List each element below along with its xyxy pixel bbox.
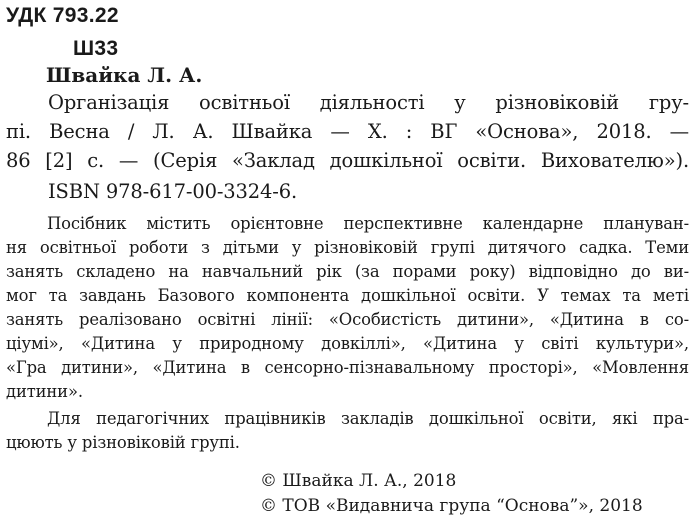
isbn: ISBN 978-617-00-3324-6. xyxy=(48,180,298,203)
annotation-line-4: мог та завдань Базового компонента дошкільної освіти. У темах та меті xyxy=(6,286,689,305)
annotation-line-3: занять складено на навчальний рік (за порами року) відповідно до ви- xyxy=(6,262,689,281)
annotation-line-8: дитини». xyxy=(6,382,83,401)
author-name: Швайка Л. А. xyxy=(46,63,203,87)
udk-index: УДК 793.22 xyxy=(6,4,119,27)
annotation-line-6: ціумі», «Дитина у природному довкіллі», «Дитина у світі культури», xyxy=(6,334,689,353)
audience-line-1: Для педагогічних працівників закладів дошкільної освіти, які пра- xyxy=(47,409,689,428)
annotation-line-2: ня освітньої роботи з дітьми у різновіковій групі дитячого садка. Теми xyxy=(6,238,689,257)
annotation-line-1: Посібник містить орієнтовне перспективне календарне плануван- xyxy=(47,214,689,233)
audience-line-2: цюють у різновіковій групі. xyxy=(6,433,240,452)
copyright-publisher: © ТОВ «Видавнича група “Основа”», 2018 xyxy=(260,496,643,516)
description-line-2: пі. Весна / Л. А. Швайка — Х. : ВГ «Основа», 2018. — xyxy=(6,120,689,143)
annotation-line-7: «Гра дитини», «Дитина в сенсорно-пізнавальному просторі», «Мовлення xyxy=(6,358,689,377)
description-line-3: 86 [2] с. — (Серія «Заклад дошкільної освіти. Вихователю»). xyxy=(6,149,689,172)
annotation-line-5: занять реалізовано освітні лінії: «Особистість дитини», «Дитина в со- xyxy=(6,310,689,329)
description-line-1: Організація освітньої діяльності у різновіковій гру- xyxy=(48,91,689,114)
author-code: Ш33 xyxy=(73,37,119,60)
copyright-author: © Швайка Л. А., 2018 xyxy=(260,471,457,491)
